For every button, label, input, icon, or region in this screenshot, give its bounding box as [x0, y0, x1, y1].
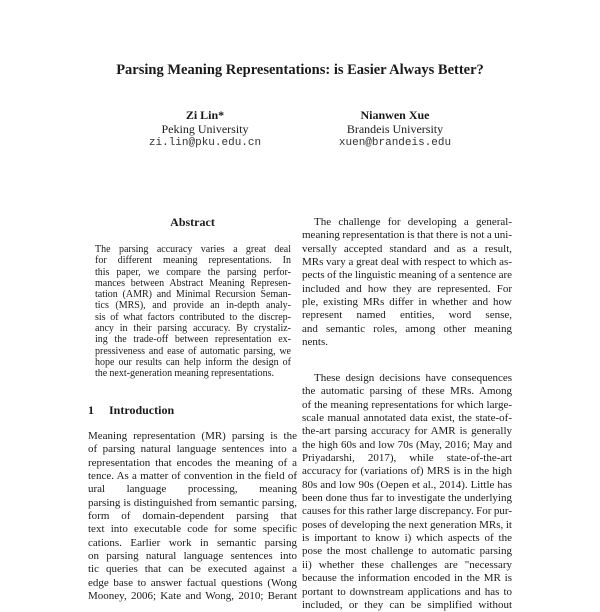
- text-line: parsing is distinguished from semantic parsing,: [88, 496, 297, 509]
- text-line: tation (AMR) and Minimal Recursion Seman-: [95, 289, 291, 301]
- text-line: cations. Earlier work in semantic parsing: [88, 536, 297, 549]
- abstract-body: [95, 244, 291, 380]
- text-line: on parsing natural language sentences into: [88, 550, 297, 563]
- text-line: hope our results can help inform the design of: [95, 356, 291, 368]
- text-line: tic queries that can be executed against a: [88, 563, 297, 576]
- text-line: been done thus far to investigate the underlying: [302, 492, 512, 505]
- text-line: edge base to answer factual questions (Wong: [88, 576, 297, 589]
- author-affiliation: Brandeis University: [346, 122, 444, 136]
- text-line: causes for this rather large discrepancy. For pur-: [302, 505, 512, 518]
- text-line: pressiveness and ease of automatic parsing, we: [95, 345, 291, 357]
- text-line: tence. As a matter of convention in the field of: [88, 470, 297, 483]
- text-line: the automatic parsing of these MRs. Among: [302, 385, 512, 398]
- text-line: this paper, we compare the parsing perfor-: [95, 266, 291, 278]
- text-line: Mooney, 2006; Kate and Wong, 2010; Berant: [88, 590, 297, 603]
- section-number: 1: [88, 403, 94, 417]
- author-affiliation: Peking University: [161, 122, 249, 136]
- right-paragraph-1: [302, 216, 512, 349]
- text-line: poses of developing the next generation MRs, it: [302, 518, 512, 531]
- abstract-heading: Abstract: [170, 215, 215, 229]
- text-line: Meaning representation (MR) parsing is the: [88, 430, 297, 442]
- text-line: for different meaning representations. In: [95, 255, 291, 267]
- section-title: Introduction: [109, 403, 175, 417]
- text-line: form of domain-dependent parsing that: [88, 510, 297, 523]
- text-line: scale manual annotated data exist, the state-of-: [302, 412, 512, 425]
- section-heading: [88, 403, 174, 418]
- text-line: the next-generation meaning representations.: [95, 368, 275, 380]
- author-name: Zi Lin*: [185, 108, 225, 122]
- text-line: Priyadarshi, 2017), while state-of-the-art: [302, 452, 512, 465]
- text-line: versally accepted standard and as a result,: [302, 242, 512, 255]
- text-line: text into executable code for some specific: [88, 523, 297, 536]
- text-line: nents.: [302, 336, 328, 349]
- text-line: sis of what factors contributed to the discrep-: [95, 311, 291, 323]
- text-line: tics (MRS), and provide an in-depth analy-: [95, 300, 291, 312]
- text-line: included, or they can be simplified without: [302, 598, 512, 611]
- author-block: [295, 108, 495, 150]
- text-line: represent named entities, word sense,: [302, 309, 512, 322]
- text-line: the-art parsing accuracy for AMR is generally: [302, 425, 512, 438]
- text-line: representation that encodes the meaning of a: [88, 456, 297, 469]
- author-block: [105, 108, 305, 150]
- text-line: of parsing natural language sentences into a: [88, 443, 297, 456]
- right-paragraph-2: [302, 372, 512, 612]
- text-line: accuracy for (variations of) MRS is in the high: [302, 465, 512, 478]
- text-line: pose the most challenge to automatic parsing: [302, 545, 512, 558]
- intro-body: [88, 430, 297, 603]
- text-line: and semantic roles, among other meaning: [302, 322, 512, 335]
- text-line: of the meaning representations for which large-: [302, 398, 512, 411]
- author-email[interactable]: xuen@brandeis.edu: [338, 137, 452, 149]
- text-line: 80s and low 90s (Oepen et al., 2014). Little has: [302, 478, 512, 491]
- text-line: These design decisions have consequences: [314, 372, 512, 384]
- text-line: ing the trade-off between representation ex-: [95, 334, 291, 346]
- text-line: because the information encoded in the MR is: [302, 572, 512, 585]
- text-line: ancy in their parsing accuracy. By crystaliz-: [95, 323, 291, 335]
- text-line: is important to know i) which aspects of the: [302, 532, 512, 545]
- text-line: ii) whether these challenges are "necessary: [302, 558, 512, 571]
- text-line: The parsing accuracy varies a great deal: [95, 244, 291, 255]
- text-line: ple, existing MRs differ in whether and how: [302, 296, 512, 309]
- text-line: meaning representation is that there is not a uni-: [302, 229, 512, 242]
- paper-title: Parsing Meaning Representations: is Easier Always Better?: [116, 62, 484, 78]
- text-line: mances between Abstract Meaning Represen-: [95, 277, 291, 289]
- text-line: The challenge for developing a general-: [314, 216, 512, 228]
- text-line: included and how they are represented. For: [302, 282, 512, 295]
- author-name: Nianwen Xue: [360, 108, 430, 122]
- text-line: the high 60s and low 70s (May, 2016; May and: [302, 438, 512, 451]
- text-line: pects of the linguistic meaning of a sentence are: [302, 269, 512, 282]
- text-line: portant to downstream applications and has to: [302, 585, 512, 598]
- text-line: ural language processing, meaning: [88, 483, 297, 496]
- text-line: MRs vary a great deal with respect to which as-: [302, 256, 512, 269]
- author-email[interactable]: zi.lin@pku.edu.cn: [148, 137, 262, 149]
